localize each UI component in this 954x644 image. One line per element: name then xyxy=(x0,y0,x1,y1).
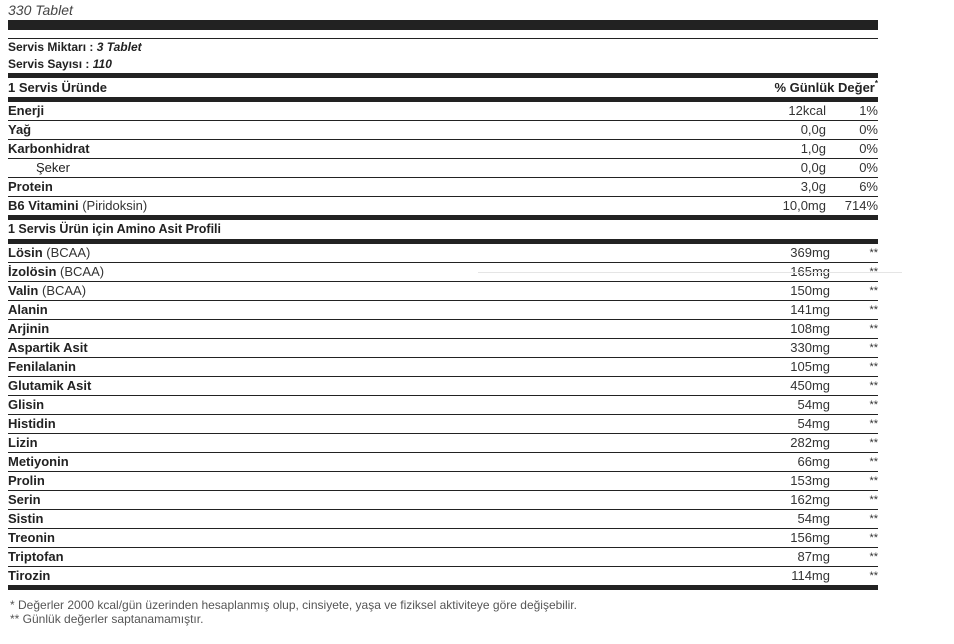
nutrient-name: Prolin xyxy=(8,473,45,488)
row-name-cell xyxy=(8,121,766,139)
daily-value-cell: ** xyxy=(869,380,878,392)
amount-cell: 162mg xyxy=(790,492,830,507)
nutrition-table xyxy=(8,102,878,215)
nutrient-note: (Piridoksin) xyxy=(82,198,148,213)
daily-value-cell: 0% xyxy=(859,160,878,175)
amount-cell: 450mg xyxy=(790,378,830,393)
footnote-daily-value: * Değerler 2000 kcal/gün üzerinden hesaplanmış olup, cinsiyete, yaşa ve fiziksel aktiviteye göre değişebilir. xyxy=(10,598,577,612)
table-row xyxy=(8,472,878,491)
amount-cell: 150mg xyxy=(790,283,830,298)
amount-cell: 87mg xyxy=(797,549,830,564)
nutrient-name: Lösin xyxy=(8,245,43,260)
daily-value-cell: ** xyxy=(869,361,878,373)
nutrient-name: Valin xyxy=(8,283,39,298)
amount-cell: 12kcal xyxy=(788,103,826,118)
daily-value-cell: ** xyxy=(869,285,878,297)
nutrient-name: Serin xyxy=(8,492,41,507)
row-name-cell xyxy=(8,197,766,215)
table-row xyxy=(8,159,878,178)
daily-value-cell: ** xyxy=(869,266,878,278)
footnotes xyxy=(10,598,878,626)
faint-line xyxy=(478,272,902,273)
table-row xyxy=(8,510,878,529)
daily-value-cell: ** xyxy=(869,247,878,259)
nutrient-name: Karbonhidrat xyxy=(8,141,90,156)
daily-value-cell: 0% xyxy=(859,141,878,156)
row-name-cell xyxy=(8,102,766,120)
per-serving-heading: 1 Servis Üründe xyxy=(8,80,107,95)
nutrient-name: Alanin xyxy=(8,302,48,317)
table-row xyxy=(8,140,878,159)
row-name-cell xyxy=(8,548,730,566)
row-name-cell xyxy=(8,415,730,433)
amount-cell: 156mg xyxy=(790,530,830,545)
row-name-cell xyxy=(8,339,730,357)
daily-value-cell: ** xyxy=(869,399,878,411)
amount-cell: 0,0g xyxy=(800,122,826,137)
nutrition-header xyxy=(8,78,878,97)
amount-cell: 105mg xyxy=(790,359,830,374)
amino-table xyxy=(8,244,878,585)
daily-value-cell: ** xyxy=(869,494,878,506)
table-row xyxy=(8,282,878,301)
amount-cell: 3,0g xyxy=(800,179,826,194)
serving-size-value: 3 Tablet xyxy=(96,40,142,54)
table-row xyxy=(8,434,878,453)
footnote-undetermined: ** Günlük değerler saptanamamıştır. xyxy=(10,612,204,626)
amount-cell: 108mg xyxy=(790,321,830,336)
nutrient-name: Aspartik Asit xyxy=(8,340,88,355)
row-name-cell xyxy=(8,491,730,509)
table-row xyxy=(8,567,878,585)
row-name-cell xyxy=(8,377,730,395)
amount-cell: 330mg xyxy=(790,340,830,355)
amount-cell: 282mg xyxy=(790,435,830,450)
table-row xyxy=(8,396,878,415)
amount-cell: 153mg xyxy=(790,473,830,488)
table-row xyxy=(8,121,878,140)
nutrient-name: B6 Vitamini xyxy=(8,198,79,213)
table-row xyxy=(8,358,878,377)
row-name-cell xyxy=(8,320,730,338)
row-name-cell xyxy=(8,140,766,158)
serving-count xyxy=(8,56,878,73)
table-row xyxy=(8,320,878,339)
nutrient-name: Fenilalanin xyxy=(8,359,76,374)
table-row xyxy=(8,178,878,197)
daily-value-cell: 0% xyxy=(859,122,878,137)
amino-section-title: 1 Servis Ürün için Amino Asit Profili xyxy=(8,222,222,236)
row-name-cell xyxy=(8,282,730,300)
nutrient-note: (BCAA) xyxy=(41,283,87,298)
daily-value-cell: 714% xyxy=(844,198,878,213)
thick-divider xyxy=(8,20,878,30)
amount-cell: 141mg xyxy=(790,302,830,317)
nutrient-name: Glisin xyxy=(8,397,45,412)
serving-size xyxy=(8,39,878,56)
nutrient-name: Histidin xyxy=(8,416,56,431)
nutrient-name: Metiyonin xyxy=(8,454,69,469)
row-name-cell xyxy=(8,472,730,490)
daily-value-cell: 1% xyxy=(859,103,878,118)
table-row xyxy=(8,453,878,472)
row-name-cell xyxy=(8,567,730,585)
nutrient-name: Protein xyxy=(8,179,53,194)
nutrient-name: Arjinin xyxy=(8,321,50,336)
daily-value-cell: ** xyxy=(869,551,878,563)
product-size: 330 Tablet xyxy=(8,2,73,18)
table-row xyxy=(8,548,878,567)
amount-cell: 369mg xyxy=(790,245,830,260)
table-row xyxy=(8,301,878,320)
table-row xyxy=(8,529,878,548)
daily-value-cell: ** xyxy=(869,323,878,335)
table-row xyxy=(8,491,878,510)
daily-value-cell: ** xyxy=(869,342,878,354)
table-row xyxy=(8,102,878,121)
table-row xyxy=(8,339,878,358)
daily-value-cell: ** xyxy=(869,304,878,316)
nutrient-name: Sistin xyxy=(8,511,44,526)
row-name-cell xyxy=(8,358,730,376)
nutrient-name: Tirozin xyxy=(8,568,51,583)
amount-cell: 165mg xyxy=(790,264,830,279)
nutrient-name: İzolösin xyxy=(8,264,57,279)
table-row xyxy=(8,244,878,263)
amount-cell: 54mg xyxy=(797,511,830,526)
nutrient-note: (BCAA) xyxy=(60,264,105,279)
medium-divider xyxy=(8,585,878,590)
row-name-cell xyxy=(8,529,730,547)
row-name-cell xyxy=(8,301,730,319)
row-name-cell xyxy=(8,178,766,196)
serving-size-label: Servis Miktarı : xyxy=(8,40,94,54)
nutrient-name: Şeker xyxy=(36,160,70,175)
row-name-cell xyxy=(8,453,730,471)
daily-value-cell: ** xyxy=(869,532,878,544)
amount-cell: 10,0mg xyxy=(782,198,826,213)
row-name-cell xyxy=(8,510,730,528)
amount-cell: 0,0g xyxy=(800,160,826,175)
daily-value-heading: % Günlük Değer* xyxy=(774,79,878,95)
daily-value-cell: ** xyxy=(869,456,878,468)
nutrient-name: Lizin xyxy=(8,435,38,450)
amount-cell: 54mg xyxy=(797,397,830,412)
amount-cell: 54mg xyxy=(797,416,830,431)
nutrition-label xyxy=(8,0,878,626)
amount-cell: 114mg xyxy=(791,568,830,583)
daily-value-cell: 6% xyxy=(859,179,878,194)
nutrient-name: Enerji xyxy=(8,103,45,118)
row-name-cell xyxy=(8,434,730,452)
nutrient-note: (BCAA) xyxy=(46,245,91,260)
nutrient-name: Triptofan xyxy=(8,549,64,564)
row-name-cell xyxy=(8,244,730,262)
row-name-cell xyxy=(8,396,730,414)
amount-cell: 66mg xyxy=(797,454,830,469)
table-row xyxy=(8,377,878,396)
daily-value-cell: ** xyxy=(869,437,878,449)
serving-count-value: 110 xyxy=(92,57,112,71)
daily-value-cell: ** xyxy=(869,475,878,487)
nutrient-name: Yağ xyxy=(8,122,32,137)
nutrient-name: Treonin xyxy=(8,530,55,545)
serving-count-label: Servis Sayısı : xyxy=(8,57,90,71)
nutrient-name: Glutamik Asit xyxy=(8,378,92,393)
daily-value-cell: ** xyxy=(869,418,878,430)
daily-value-cell: ** xyxy=(869,570,878,582)
amount-cell: 1,0g xyxy=(800,141,826,156)
row-name-cell xyxy=(8,159,766,177)
daily-value-cell: ** xyxy=(869,513,878,525)
table-row xyxy=(8,415,878,434)
table-row xyxy=(8,197,878,215)
